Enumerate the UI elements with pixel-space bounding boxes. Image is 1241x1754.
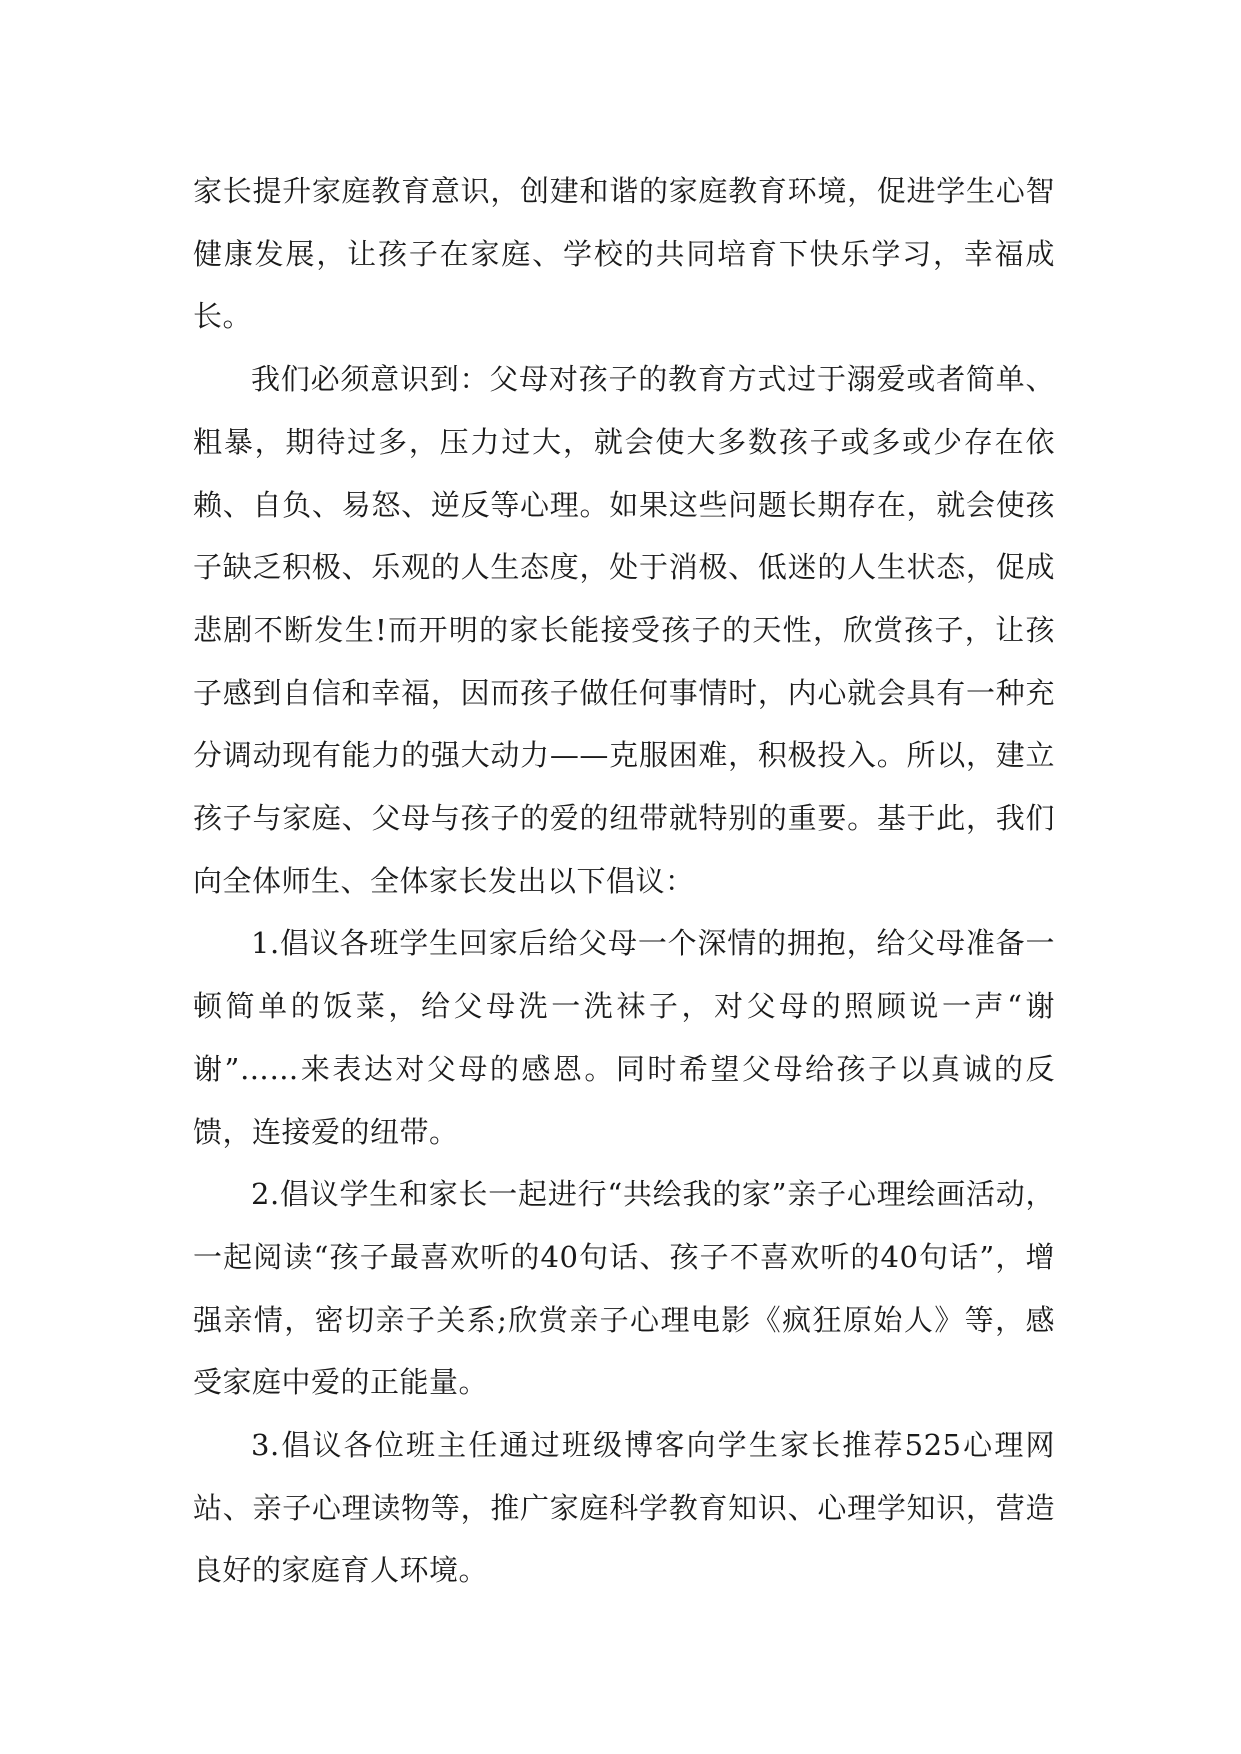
document-page [193, 160, 1055, 1602]
paragraph-continuation: 家长提升家庭教育意识，创建和谐的家庭教育环境，促进学生心智健康发展，让孩子在家庭、学校的共同培育下快乐学习，幸福成长。 [193, 174, 1055, 334]
proposal-item-3: 3.倡议各位班主任通过班级博客向学生家长推荐525心理网站、亲子心理读物等，推广家庭科学教育知识、心理学知识，营造良好的家庭育人环境。 [193, 1428, 1055, 1588]
proposal-item-2: 2.倡议学生和家长一起进行“共绘我的家”亲子心理绘画活动，一起阅读“孩子最喜欢听的40句话、孩子不喜欢听的40句话”，增强亲情，密切亲子关系;欣赏亲子心理电影《疯狂原始人》等，感受家庭中爱的正能量。 [193, 1177, 1055, 1400]
proposal-item-1: 1.倡议各班学生回家后给父母一个深情的拥抱，给父母准备一顿简单的饭菜，给父母洗一洗袜子，对父母的照顾说一声“谢谢”……来表达对父母的感恩。同时希望父母给孩子以真诚的反馈，连接爱的纽带。 [193, 926, 1055, 1149]
paragraph-awareness: 我们必须意识到：父母对孩子的教育方式过于溺爱或者简单、粗暴，期待过多，压力过大，就会使大多数孩子或多或少存在依赖、自负、易怒、逆反等心理。如果这些问题长期存在，就会使孩子缺乏积极、乐观的人生态度，处于消极、低迷的人生状态，促成悲剧不断发生!而开明的家长能接受孩子的天性，欣赏孩子，让孩子感到自信和幸福，因而孩子做任何事情时，内心就会具有一种充分调动现有能力的强大动力——克服困难，积极投入。所以，建立孩子与家庭、父母与孩子的爱的纽带就特别的重要。基于此，我们向全体师生、全体家长发出以下倡议： [193, 362, 1055, 898]
